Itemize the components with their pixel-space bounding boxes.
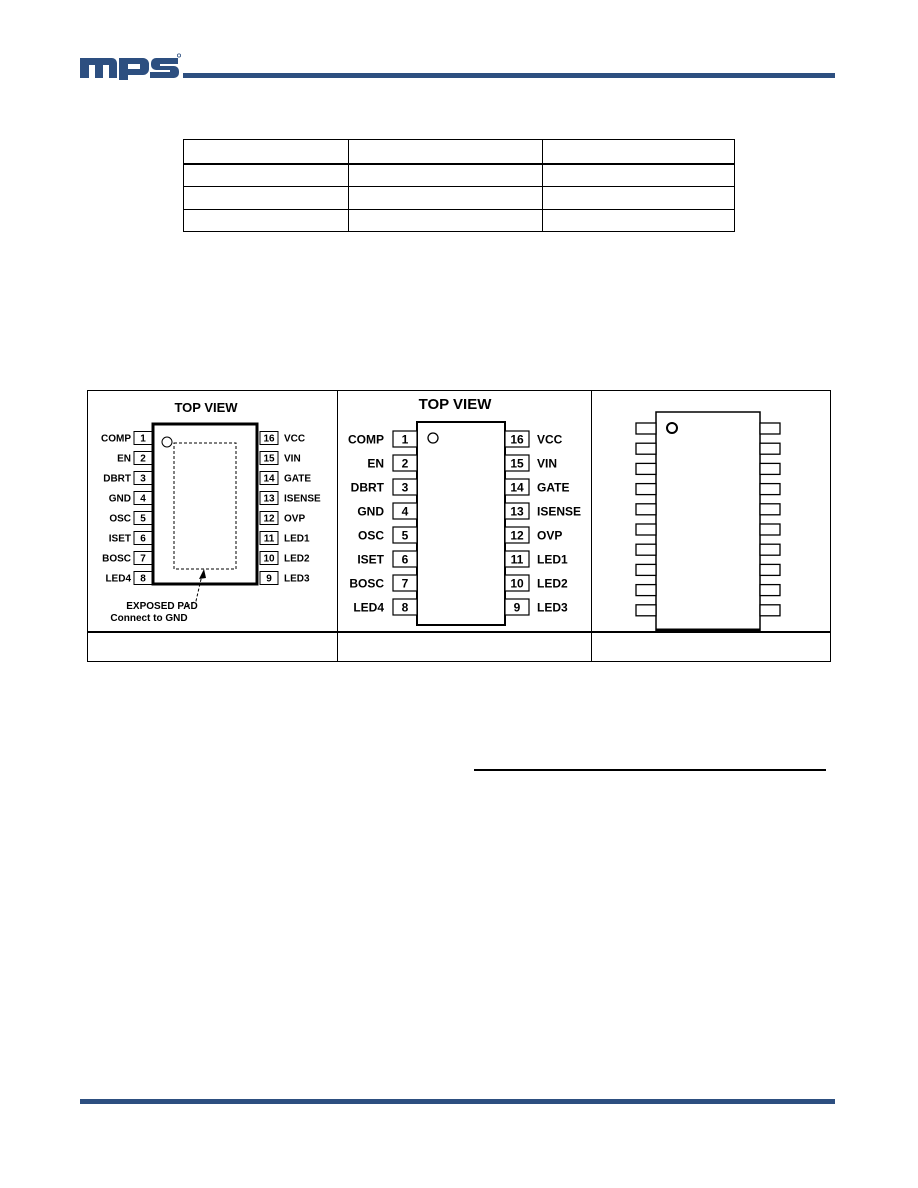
- header-rule: [183, 73, 835, 78]
- pin-10: [260, 552, 310, 565]
- pin-number: 6: [401, 552, 409, 567]
- pin-number: 14: [510, 480, 524, 495]
- pin-16: [260, 432, 305, 445]
- package-caption-divider: [87, 631, 831, 633]
- pin-2: [367, 455, 417, 471]
- pin-number: 5: [140, 513, 146, 525]
- pin-lead: [760, 585, 780, 596]
- pin-lead: [760, 564, 780, 575]
- table-header-row: [184, 140, 735, 164]
- pin-label: OVP: [284, 513, 306, 525]
- pin-label: VCC: [284, 433, 306, 445]
- pin-number: 15: [510, 456, 524, 471]
- pin-lead: [760, 463, 780, 474]
- table-row: [184, 164, 735, 187]
- pin-number: 14: [263, 473, 275, 485]
- pin-label: LED1: [537, 552, 568, 567]
- pin-11: [505, 551, 568, 567]
- pin-9: [260, 572, 310, 585]
- pin-number: 16: [510, 432, 524, 447]
- pin-lead: [636, 504, 656, 515]
- pin-number: 13: [263, 493, 275, 505]
- pin-lead: [760, 504, 780, 515]
- table-cell: [184, 187, 349, 209]
- pin-lead: [636, 524, 656, 535]
- pin1-marker: [667, 423, 677, 433]
- pin-lead: [760, 605, 780, 616]
- package-soic-diagram: [338, 391, 590, 631]
- pin-number: 7: [401, 576, 409, 591]
- pin-lead: [760, 484, 780, 495]
- pin-14: [260, 472, 311, 485]
- top-view-label: TOP VIEW: [418, 396, 492, 413]
- pin-lead: [636, 605, 656, 616]
- pin-label: LED4: [353, 600, 384, 615]
- pin-label: LED4: [105, 573, 131, 585]
- pin-6: [109, 532, 152, 545]
- pin-15: [505, 455, 557, 471]
- pin-label: ISENSE: [284, 493, 321, 505]
- table-row: [184, 209, 735, 232]
- pin-label: DBRT: [350, 480, 384, 495]
- pin-label: VCC: [537, 432, 563, 447]
- pin-number: 6: [140, 533, 146, 545]
- table-cell: [349, 209, 543, 232]
- table-row: [184, 187, 735, 209]
- pin-9: [505, 599, 568, 615]
- pin-label: OVP: [537, 528, 563, 543]
- pin-number: 2: [401, 456, 409, 471]
- table-header-cell: [543, 140, 735, 164]
- package-qfn-diagram: [88, 391, 336, 631]
- pin-label: GND: [357, 504, 384, 519]
- pin-label: EN: [367, 456, 384, 471]
- pin-lead: [760, 443, 780, 454]
- pin-label: DBRT: [103, 473, 131, 485]
- exposed-pad-note: Connect to GND: [110, 613, 188, 624]
- exposed-pad-label: EXPOSED PAD: [126, 601, 198, 612]
- pin1-marker: [428, 433, 438, 443]
- pin-label: BOSC: [102, 553, 131, 565]
- pin-6: [357, 551, 417, 567]
- table-cell: [543, 187, 735, 209]
- pin-label: LED2: [537, 576, 568, 591]
- pin-number: 5: [401, 528, 409, 543]
- table-cell: [184, 164, 349, 187]
- pin-number: 10: [510, 576, 524, 591]
- pin-number: 1: [140, 433, 146, 445]
- pin-number: 2: [140, 453, 146, 465]
- pin-number: 11: [263, 533, 275, 545]
- pin-lead: [760, 524, 780, 535]
- pin-label: EN: [117, 453, 131, 465]
- ic-body: [417, 422, 505, 625]
- pin-label: GATE: [284, 473, 312, 485]
- pin-label: BOSC: [349, 576, 384, 591]
- pin-label: ISET: [108, 533, 131, 545]
- table-cell: [349, 187, 543, 209]
- pin-number: 13: [510, 504, 524, 519]
- pin-5: [358, 527, 417, 543]
- pin-label: ISENSE: [537, 504, 582, 519]
- pin-2: [117, 452, 152, 465]
- pin-number: 11: [510, 552, 524, 567]
- pin-lead: [760, 544, 780, 555]
- pin-5: [109, 512, 152, 525]
- pin1-marker: [162, 437, 172, 447]
- section-rule: [474, 769, 826, 771]
- pin-1: [348, 431, 417, 447]
- pin-12: [260, 512, 305, 525]
- pin-number: 12: [510, 528, 524, 543]
- pin-number: 12: [263, 513, 275, 525]
- pin-lead: [636, 585, 656, 596]
- pin-number: 16: [263, 433, 275, 445]
- pin-number: 8: [401, 600, 409, 615]
- pin-16: [505, 431, 563, 447]
- pin-lead: [636, 423, 656, 434]
- pin-number: 3: [401, 480, 409, 495]
- pin-number: 15: [263, 453, 275, 465]
- pin-number: 8: [140, 573, 146, 585]
- pin-13: [260, 492, 321, 505]
- pin-number: 7: [140, 553, 146, 565]
- pin-label: COMP: [348, 432, 384, 447]
- pin-number: 9: [266, 573, 272, 585]
- pin-lead: [636, 463, 656, 474]
- pin-15: [260, 452, 301, 465]
- pin-label: OSC: [357, 528, 384, 543]
- top-view-label: TOP VIEW: [174, 400, 238, 415]
- pin-number: 4: [401, 504, 409, 519]
- pin-lead: [760, 423, 780, 434]
- table-header-cell: [184, 140, 349, 164]
- pin-8: [105, 572, 152, 585]
- table-cell: [543, 209, 735, 232]
- pin-label: COMP: [101, 433, 131, 445]
- pin-label: LED3: [284, 573, 310, 585]
- pin-3: [103, 472, 152, 485]
- pin-label: VIN: [284, 453, 301, 465]
- pin-4: [357, 503, 417, 519]
- pin-14: [505, 479, 569, 495]
- pin-number: 10: [263, 553, 275, 565]
- pin-label: LED1: [284, 533, 310, 545]
- pin-lead: [636, 544, 656, 555]
- pin-4: [109, 492, 152, 505]
- mps-logo: [78, 52, 182, 80]
- package-outline-diagram: [592, 391, 830, 631]
- pin-10: [505, 575, 568, 591]
- ic-body: [656, 412, 760, 631]
- pin-label: GND: [108, 493, 131, 505]
- pin-label: GATE: [537, 480, 570, 495]
- pin-lead: [636, 564, 656, 575]
- pin-7: [349, 575, 417, 591]
- table-header-cell: [349, 140, 543, 164]
- pin-label: LED2: [284, 553, 310, 565]
- ic-body: [153, 424, 257, 584]
- pin-13: [505, 503, 581, 519]
- ordering-info-table: [183, 139, 735, 232]
- pin-number: 3: [140, 473, 146, 485]
- pin-3: [351, 479, 417, 495]
- pin-label: VIN: [537, 456, 558, 471]
- table-cell: [543, 164, 735, 187]
- pin-number: 9: [513, 600, 521, 615]
- pin-number: 4: [140, 493, 146, 505]
- pin-label: ISET: [357, 552, 384, 567]
- footer-rule: [80, 1099, 835, 1104]
- pin-11: [260, 532, 310, 545]
- pin-lead: [636, 484, 656, 495]
- pin-7: [102, 552, 152, 565]
- pin-label: LED3: [537, 600, 568, 615]
- pin-8: [353, 599, 417, 615]
- pin-lead: [636, 443, 656, 454]
- pin-number: 1: [401, 432, 409, 447]
- table-cell: [349, 164, 543, 187]
- pin-12: [505, 527, 562, 543]
- pin-1: [101, 432, 152, 445]
- pin-label: OSC: [109, 513, 131, 525]
- table-cell: [184, 209, 349, 232]
